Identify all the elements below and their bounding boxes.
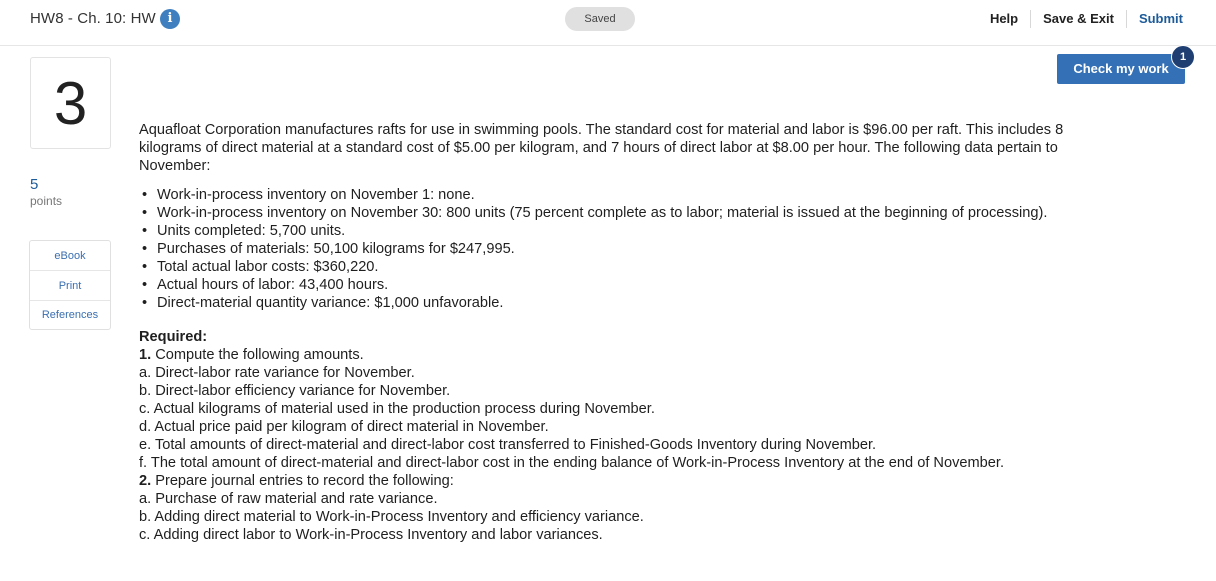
part-2-heading	[139, 472, 1079, 490]
data-list	[139, 186, 1079, 312]
part-1-heading	[139, 346, 1079, 364]
part-1-text: Compute the following amounts.	[151, 347, 364, 363]
problem-intro: Aquafloat Corporation manufactures rafts for use in swimming pools. The standard cost for material and labor is $96.00 per raft. This includes 8 kilograms of direct material at a standard cost of $5.00 per kilogram, and 7 hours of direct labor at $8.00 per hour. The following data pertain to November:	[139, 122, 1064, 174]
saved-status-badge: Saved	[565, 7, 635, 31]
part-1-item: c. Actual kilograms of material used in the production process during November.	[139, 401, 655, 417]
part-1-item: f. The total amount of direct-material and direct-labor cost in the ending balance of Work-in-Process Inventory at the end of November.	[139, 455, 1004, 471]
top-bar	[0, 0, 1216, 46]
problem-statement	[139, 121, 1079, 544]
part-1-item: d. Actual price paid per kilogram of direct material in November.	[139, 419, 549, 435]
part-2-item: c. Adding direct labor to Work-in-Process Inventory and labor variances.	[139, 527, 603, 543]
header-nav	[978, 0, 1196, 38]
list-item: • Purchases of materials: 50,100 kilograms for $247,995.	[139, 240, 1079, 258]
info-icon[interactable]: i	[160, 9, 180, 29]
part-2-item: a. Purchase of raw material and rate variance.	[139, 491, 438, 507]
points-value: 5	[30, 176, 39, 193]
submit-link[interactable]: Submit	[1138, 11, 1183, 26]
check-attempts-badge: 1	[1171, 45, 1195, 69]
required-heading: Required:	[139, 329, 208, 345]
help-link[interactable]: Help	[978, 10, 1031, 28]
list-item: • Direct-material quantity variance: $1,000 unfavorable.	[139, 294, 1079, 312]
part-1-item: e. Total amounts of direct-material and direct-labor cost transferred to Finished-Goods Inventory during November.	[139, 437, 877, 453]
assignment-title: HW8 - Ch. 10: HW	[30, 10, 156, 27]
points-label: points	[30, 194, 63, 208]
part-1-item: a. Direct-labor rate variance for November.	[139, 365, 415, 381]
part-1-item: b. Direct-labor efficiency variance for November.	[139, 383, 451, 399]
part-2-number: 2.	[139, 473, 152, 489]
references-link[interactable]: References	[41, 309, 99, 321]
part-1-number: 1.	[139, 347, 152, 363]
list-item: • Work-in-process inventory on November 1: none.	[139, 186, 1079, 204]
check-my-work-button[interactable]: Check my work	[1057, 54, 1185, 84]
save-exit-link[interactable]: Save & Exit	[1031, 10, 1127, 28]
list-item: • Units completed: 5,700 units.	[139, 222, 1079, 240]
question-number: 3	[30, 57, 111, 149]
list-item: • Actual hours of labor: 43,400 hours.	[139, 276, 1079, 294]
ebook-link[interactable]: eBook	[30, 241, 110, 271]
list-item: • Work-in-process inventory on November 30: 800 units (75 percent complete as to labor; material is issued at the beginning of processing).	[139, 204, 1079, 222]
resources-panel	[29, 240, 111, 330]
part-2-text: Prepare journal entries to record the following:	[151, 473, 454, 489]
part-2-item: b. Adding direct material to Work-in-Process Inventory and efficiency variance.	[139, 509, 644, 525]
list-item: • Total actual labor costs: $360,220.	[139, 258, 1079, 276]
print-link[interactable]: Print	[30, 271, 110, 301]
